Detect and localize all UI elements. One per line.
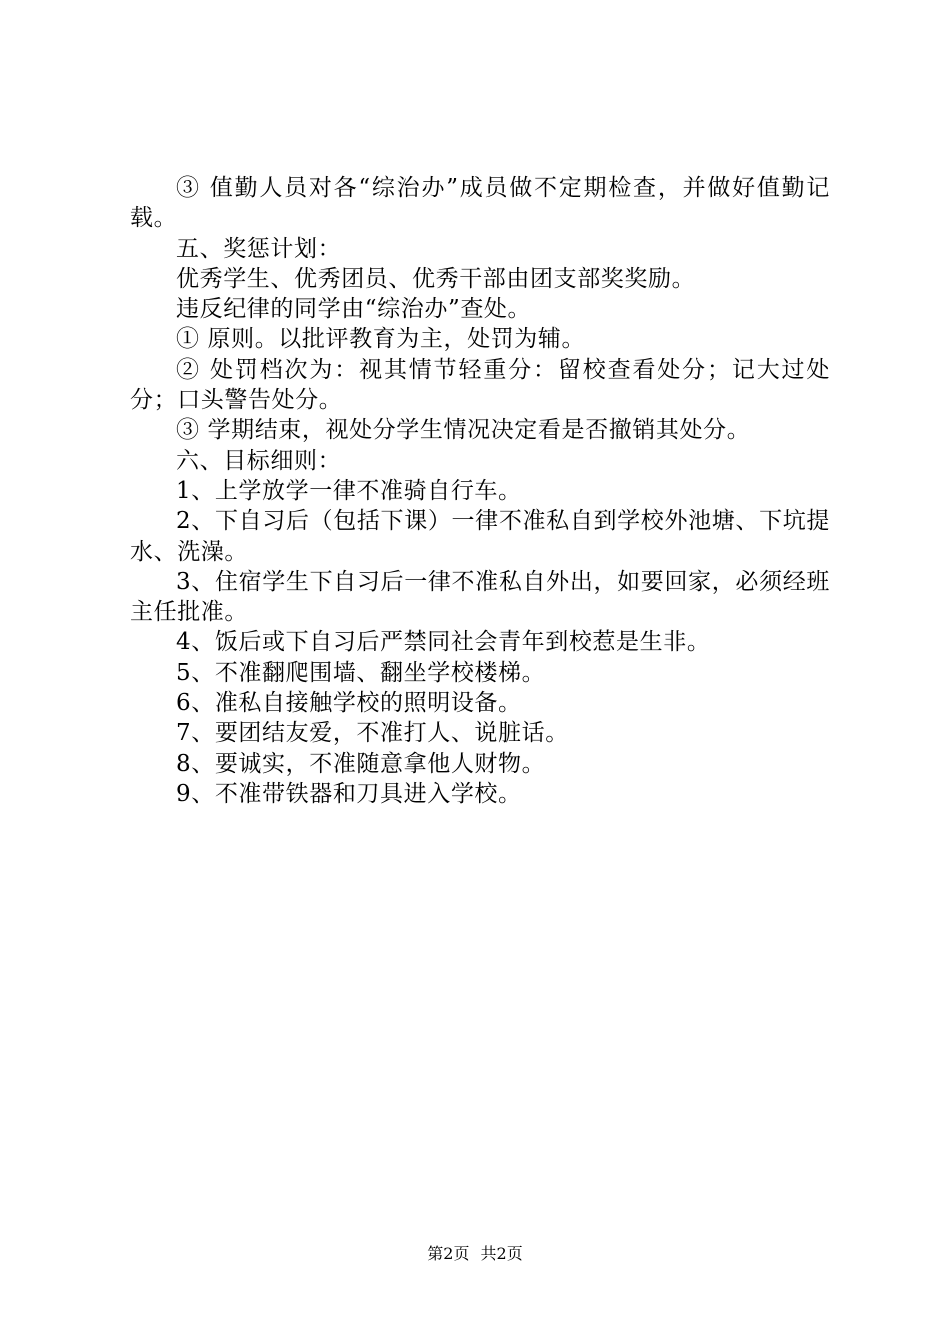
- section-heading: 六、目标细则：: [176, 447, 342, 474]
- page-footer: [0, 1244, 950, 1264]
- paragraph: 违反纪律的同学由“综治办”查处。: [176, 296, 532, 323]
- paragraph: ② 处罚档次为：视其情节轻重分：留校查看处分；记大过处分；口头警告处分。: [130, 356, 830, 414]
- list-item: 3、住宿学生下自习后一律不准私自外出，如要回家，必须经班主任批准。: [130, 568, 830, 626]
- page-number: 第2页: [427, 1244, 470, 1263]
- list-item: 4、饭后或下自习后严禁同社会青年到校惹是生非。: [176, 629, 711, 656]
- paragraph: ① 原则。以批评教育为主，处罚为辅。: [176, 326, 586, 353]
- list-item: 5、不准翻爬围墙、翻坐学校楼梯。: [176, 659, 546, 686]
- list-item: 8、要诚实，不准随意拿他人财物。: [176, 750, 546, 777]
- page-total: 共2页: [480, 1244, 523, 1263]
- list-item: 9、不准带铁器和刀具进入学校。: [176, 780, 522, 807]
- paragraph: 优秀学生、优秀团员、优秀干部由团支部奖奖励。: [176, 265, 696, 292]
- list-item: 1、上学放学一律不准骑自行车。: [176, 477, 522, 504]
- paragraph: ③ 值勤人员对各“综治办”成员做不定期检查，并做好值勤记载。: [130, 175, 830, 232]
- list-item: 6、准私自接触学校的照明设备。: [176, 690, 522, 717]
- section-heading: 五、奖惩计划：: [176, 235, 342, 262]
- paragraph: ③ 学期结束，视处分学生情况决定看是否撤销其处分。: [176, 417, 751, 444]
- document-body: [130, 173, 830, 809]
- list-item: 7、要团结友爱，不准打人、说脏话。: [176, 720, 569, 747]
- list-item: 2、下自习后（包括下课）一律不准私自到学校外池塘、下坑提水、洗澡。: [130, 508, 830, 565]
